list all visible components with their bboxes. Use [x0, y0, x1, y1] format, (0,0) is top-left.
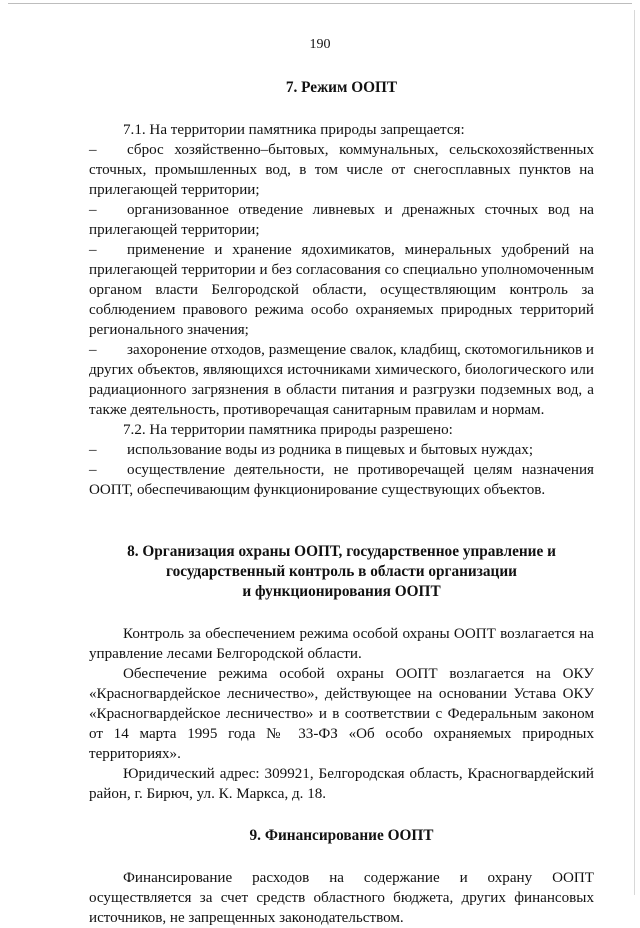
section-8-provision: Обеспечение режима особой охраны ООПТ возлагается на ОКУ «Красногвардейское лесничество», действующее на основании Устава ОКУ «Красногвардейское лесничество» и в соответствии с Федеральным законом от 14 марта 1995 года № 33-ФЗ «Об особо охраняемых природных территориях».: [89, 666, 594, 762]
dash-marker: –: [89, 242, 97, 258]
prohibited-item-4: – захоронение отходов, размещение свалок, кладбищ, скотомогильников и других объектов, являющихся источниками химического, биологического или радиационного загрязнения в области питания и разгрузки подземных вод, а также деятельность, противоречащая санитарным правилам и нормам.: [89, 342, 594, 418]
scan-edge-right: [634, 10, 635, 895]
section-8-title-line-3: и функционирования ООПТ: [242, 583, 441, 600]
allowed-item-2: – осуществление деятельности, не противоречащей целям назначения ООПТ, обеспечивающим функционирование существующих объектов.: [89, 462, 594, 498]
section-7-2-intro: 7.2. На территории памятника природы разрешено:: [123, 422, 453, 438]
section-8-title-line-2: государственный контроль в области организации: [166, 563, 517, 580]
dash-marker: –: [89, 442, 97, 458]
section-8-control: Контроль за обеспечением режима особой охраны ООПТ возлагается на управление лесами Белгородской области.: [89, 626, 594, 662]
prohibited-item-1: – сброс хозяйственно–бытовых, коммунальных, сельскохозяйственных сточных, промышленных вод, в том числе от снегосплавных пунктов на прилегающей территории;: [89, 142, 594, 198]
section-8-title-line-1: 8. Организация охраны ООПТ, государственное управление и: [127, 543, 556, 560]
section-8-address: Юридический адрес: 309921, Белгородская область, Красногвардейский район, г. Бирюч, ул. К. Маркса, д. 18.: [89, 766, 594, 802]
dash-marker: –: [89, 462, 97, 478]
dash-marker: –: [89, 342, 97, 358]
prohibited-item-2: – организованное отведение ливневых и дренажных сточных вод на прилегающей территории;: [89, 202, 594, 238]
scan-edge-top: [8, 3, 632, 4]
section-9-title: 9. Финансирование ООПТ: [249, 827, 434, 844]
document-body: [89, 78, 594, 928]
section-9-financing: Финансирование расходов на содержание и охрану ООПТ осуществляется за счет средств областного бюджета, других финансовых источников, не запрещенных законодательством.: [89, 870, 594, 926]
section-7-1-intro: 7.1. На территории памятника природы запрещается:: [123, 122, 465, 138]
dash-marker: –: [89, 142, 97, 158]
section-7-title: 7. Режим ООПТ: [285, 79, 398, 96]
allowed-item-1: – использование воды из родника в пищевых и бытовых нуждах;: [89, 442, 534, 458]
prohibited-item-3: – применение и хранение ядохимикатов, минеральных удобрений на прилегающей территории и без согласования со специально уполномоченным органом власти Белгородской области, осуществляющим контроль за соблюдением правового режима особо охраняемых природных территорий регионального значения;: [89, 242, 594, 338]
dash-marker: –: [89, 202, 97, 218]
page-number: 190: [309, 37, 331, 52]
